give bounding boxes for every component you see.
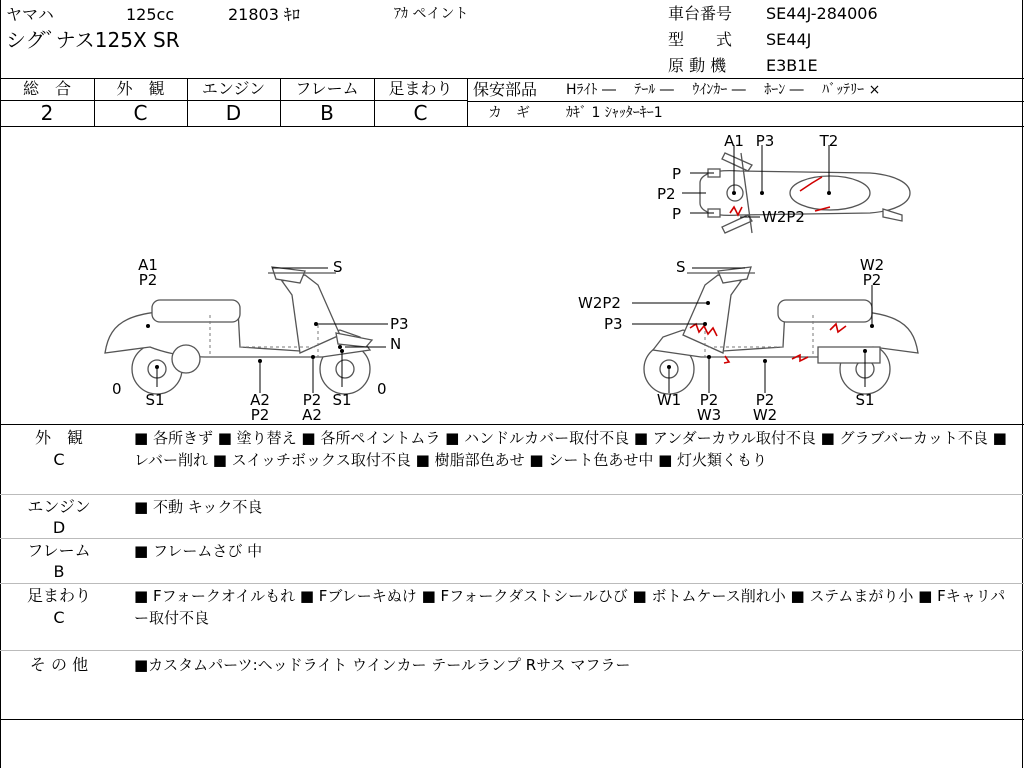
engine-model: E3B1E [766, 56, 818, 75]
code-label: P3 [390, 315, 409, 333]
code-label: P2 [755, 391, 775, 409]
code-label: P2 [250, 406, 270, 423]
remarks-bottom-line [0, 719, 1024, 720]
remark-other-label: そ の 他 [29, 655, 89, 674]
engine-grade: D [225, 101, 242, 125]
code-label: A1 [138, 256, 158, 274]
frame-no-label: 車台番号 [668, 4, 733, 23]
model-name: シグﾞナス125X SR [6, 28, 180, 52]
remark-engine-label: エンジン [27, 497, 91, 516]
remark-other-text: ■カスタムパーツ:ヘッドライト ウインカー テールランプ Rサス マフラー [134, 656, 631, 674]
remark-frame-text: ■ フレームさび 中 [134, 542, 263, 560]
suspension-grade-label: 足まわり [388, 79, 453, 98]
code-label: P2 [138, 271, 158, 289]
code-label: S1 [332, 391, 352, 409]
remarks-top-line [0, 424, 1024, 425]
key-value: ｶｷﾞ 1 ｼｬｯﾀｰｷｰ1 [566, 105, 663, 121]
code-label: W2P2 [578, 294, 621, 312]
code-label: W3 [696, 406, 722, 423]
remark-divider [0, 494, 1024, 495]
safety-mid-line [467, 101, 1024, 102]
remark-divider [0, 650, 1024, 651]
code-label: S [676, 258, 686, 276]
code-label: A2 [302, 406, 322, 423]
engine-grade-label: エンジン [201, 79, 266, 98]
code-label: 0 [112, 380, 122, 398]
code-label: P2 [699, 391, 719, 409]
code-label: 0 [377, 380, 387, 398]
overall-label: 総 合 [22, 79, 71, 98]
code-label: A1 [724, 132, 744, 150]
type-label: 型 式 [668, 30, 733, 49]
damage-diagram [0, 125, 1024, 423]
type-value: SE44J [766, 30, 812, 49]
remark-exterior-text: ■ 各所きず ■ 塗り替え ■ 各所ペイントムラ ■ ハンドルカバー取付不良 ■ アンダーカウル取付不良 ■ グラブバーカット不良 ■ レバー削れ ■ スイッチボックス取付不良 ■ 樹脂部色あせ ■ シート色あせ中 ■ 灯火類くもり [134, 429, 1007, 469]
code-label: P3 [604, 315, 623, 333]
remark-suspension-grade: C [53, 608, 65, 627]
code-label: W2 [859, 256, 885, 274]
code-label: S1 [855, 391, 875, 409]
code-label: W2 [752, 406, 778, 423]
remark-divider [0, 583, 1024, 584]
key-label: カ ギ [488, 105, 530, 121]
remark-suspension-label: 足まわり [26, 586, 91, 605]
overall-grade: 2 [40, 101, 54, 125]
code-label: P2 [302, 391, 322, 409]
code-label: P2 [657, 185, 676, 203]
frame-grade: B [320, 101, 334, 125]
remark-frame-label: フレーム [27, 541, 91, 560]
grade-divider [467, 78, 468, 126]
code-label: P3 [755, 132, 775, 150]
body-color: ｱｶ ペイント [394, 6, 469, 22]
frame-grade-label: フレーム [295, 79, 359, 98]
remark-frame-grade: B [53, 562, 65, 581]
safety-items: Hﾗｲﾄ ― ﾃｰﾙ ― ｳｲﾝｶｰ ― ﾎｰﾝ ― ﾊﾞｯﾃﾘｰ × [566, 82, 881, 98]
frame-no: SE44J-284006 [766, 4, 878, 23]
code-label: T2 [819, 132, 839, 150]
code-label: S1 [145, 391, 165, 409]
mileage: 21803 ｷﾛ [228, 5, 300, 24]
remark-divider [0, 538, 1024, 539]
remark-engine-grade: D [52, 518, 66, 537]
maker: ヤマハ [6, 5, 54, 24]
engine-model-label: 原 動 機 [668, 56, 727, 75]
exterior-grade: C [133, 101, 148, 125]
scooter-top-view [700, 153, 910, 233]
code-label: S [333, 258, 343, 276]
code-label: N [390, 335, 402, 353]
code-label: W1 [656, 391, 682, 409]
code-label: P [672, 205, 682, 223]
remark-suspension-text: ■ Fフォークオイルもれ ■ Fブレーキぬけ ■ Fフォークダストシールひび ■ ボトムケース削れ小 ■ ステムまがり小 ■ Fキャリパー取付不良 [134, 587, 1006, 627]
exterior-label: 外 観 [116, 79, 165, 98]
displacement: 125cc [126, 5, 175, 24]
code-label: P [672, 165, 682, 183]
suspension-grade: C [413, 101, 428, 125]
safety-label: 保安部品 [473, 80, 538, 99]
code-label: P2 [862, 271, 882, 289]
code-label: A2 [250, 391, 270, 409]
remark-engine-text: ■ 不動 キック不良 [134, 498, 263, 516]
remark-exterior-grade: C [53, 450, 65, 469]
code-label: W2P2 [762, 208, 805, 226]
remark-exterior-label: 外 観 [34, 428, 83, 447]
